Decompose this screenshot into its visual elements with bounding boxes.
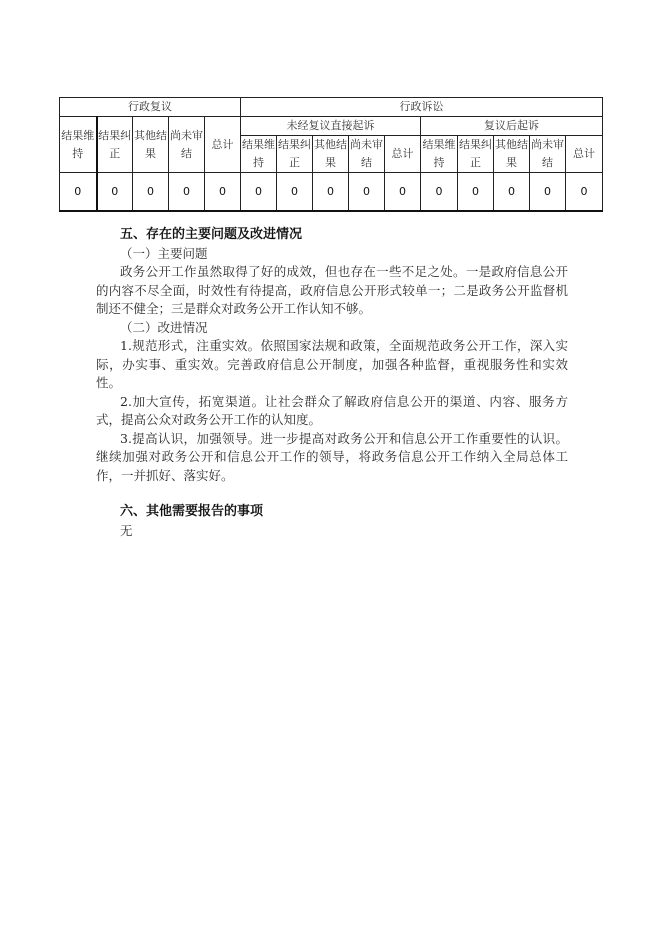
subsection-improvements: （二）改进情况 — [120, 319, 208, 335]
section-5-title: 五、存在的主要问题及改进情况 — [120, 227, 303, 242]
table-header-row-2 — [60, 117, 603, 136]
subsection-main-problems: （一）主要问题 — [120, 245, 208, 261]
header-administrative-litigation: 行政诉讼 — [241, 98, 603, 117]
header-administrative-review: 行政复议 — [60, 98, 241, 117]
table-row — [60, 173, 603, 212]
value-review-total: 0 — [205, 173, 241, 212]
value-direct-total: 0 — [385, 173, 421, 212]
value-direct-maintain: 0 — [241, 173, 277, 212]
value-after-other: 0 — [494, 173, 530, 212]
header-after-total: 总计 — [566, 136, 603, 173]
value-after-maintain: 0 — [421, 173, 458, 212]
value-review-correct: 0 — [97, 173, 133, 212]
spacer — [96, 485, 568, 503]
header-direct-maintain: 结果维持 — [241, 136, 277, 173]
header-direct-correct: 结果纠正 — [277, 136, 313, 173]
header-after-review-litigation: 复议后起诉 — [421, 117, 603, 136]
header-after-correct: 结果纠正 — [458, 136, 494, 173]
improvement-item-1: 1.规范形式，注重实效。依照国家法规和政策，全面规范政务公开工作，深入实际，办实事、重实效。完善政府信息公开制度，加强各种监督，重视服务性和实效性。 — [96, 338, 568, 390]
header-direct-other: 其他结果 — [313, 136, 349, 173]
value-review-maintain: 0 — [60, 173, 97, 212]
header-direct-pending: 尚未审结 — [349, 136, 385, 173]
section-6-title: 六、其他需要报告的事项 — [120, 504, 264, 519]
value-direct-other: 0 — [313, 173, 349, 212]
value-review-pending: 0 — [169, 173, 205, 212]
header-review-other: 其他结果 — [133, 117, 169, 173]
header-review-correct: 结果纠正 — [97, 117, 133, 173]
header-review-pending: 尚未审结 — [169, 117, 205, 173]
value-after-total: 0 — [566, 173, 603, 212]
value-direct-correct: 0 — [277, 173, 313, 212]
value-review-other: 0 — [133, 173, 169, 212]
header-after-other: 其他结果 — [494, 136, 530, 173]
report-body — [96, 226, 568, 540]
paragraph-main-problems: 政务公开工作虽然取得了好的成效，但也存在一些不足之处。一是政府信息公开的内容不尽全面，时效性有待提高，政府信息公开形式较单一；二是政务公开监督机制还不健全；三是群众对政务公开工作认知不够。 — [96, 264, 568, 316]
value-after-pending: 0 — [530, 173, 566, 212]
value-after-correct: 0 — [458, 173, 494, 212]
improvement-item-2: 2.加大宣传，拓宽渠道。让社会群众了解政府信息公开的渠道、内容、服务方式，提高公众对政务公开工作的认知度。 — [96, 393, 568, 427]
review-litigation-table — [59, 97, 603, 212]
header-direct-litigation: 未经复议直接起诉 — [241, 117, 421, 136]
header-after-pending: 尚未审结 — [530, 136, 566, 173]
header-direct-total: 总计 — [385, 136, 421, 173]
header-after-maintain: 结果维持 — [421, 136, 458, 173]
improvement-item-3: 3.提高认识，加强领导。进一步提高对政务公开和信息公开工作重要性的认识。继续加强对政务公开和信息公开工作的领导，将政务信息公开工作纳入全局总体工作，一并抓好、落实好。 — [96, 430, 568, 483]
value-direct-pending: 0 — [349, 173, 385, 212]
header-review-total: 总计 — [205, 117, 241, 173]
table-header-row-1 — [60, 98, 603, 117]
section-6-body: 无 — [120, 522, 133, 538]
header-review-maintain: 结果维持 — [60, 117, 97, 173]
